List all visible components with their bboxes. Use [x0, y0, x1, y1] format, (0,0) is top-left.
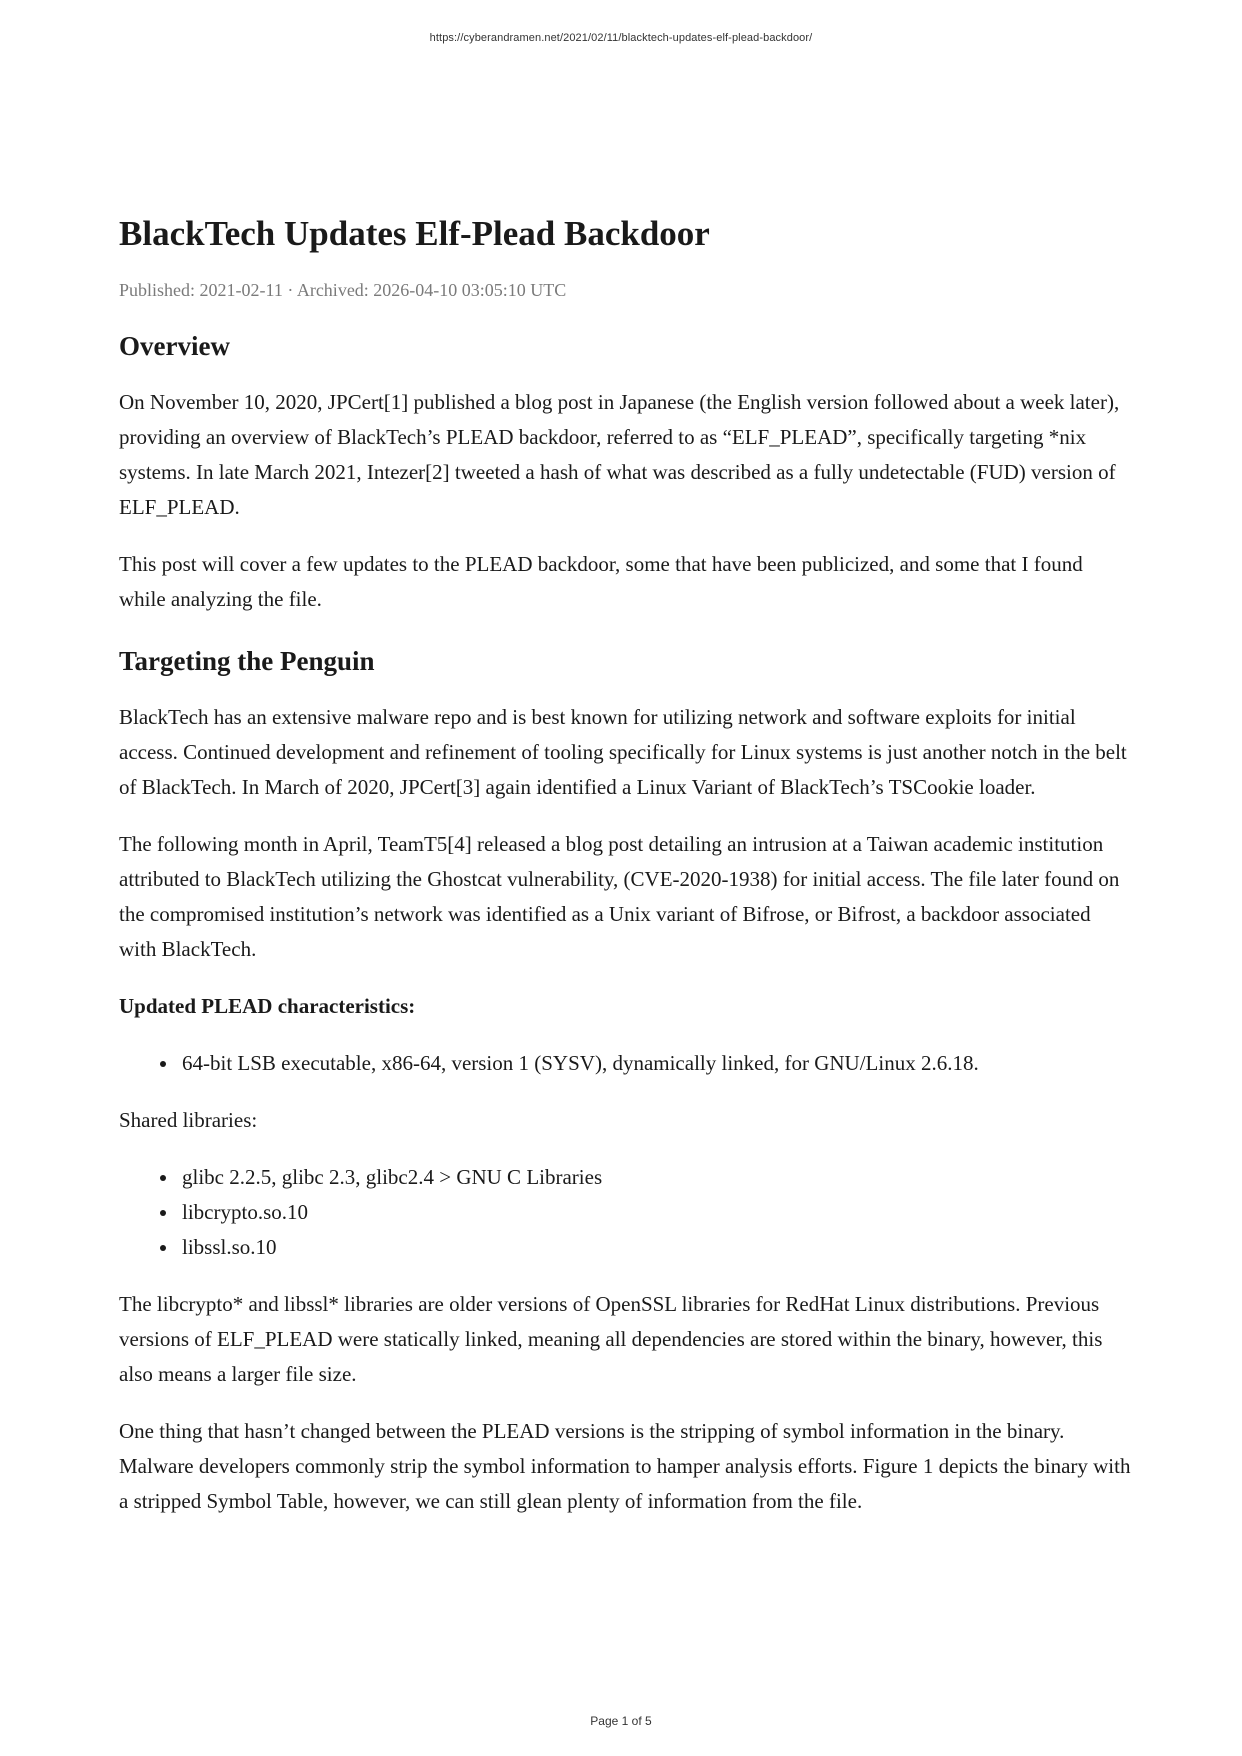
list-item: [119, 1046, 1131, 1081]
bullet-icon: [160, 1175, 166, 1181]
page-number: Page 1 of 5: [590, 1714, 652, 1728]
overview-paragraph-1: On November 10, 2020, JPCert[1] published a blog post in Japanese (the English version followed about a week later), providing an overview of BlackTech’s PLEAD backdoor, referred to as “ELF_PLEAD”, specifically targeting *nix systems. In late March 2021, Intezer[2] tweeted a hash of what was described as a fully undetectable (FUD) version of ELF_PLEAD.: [119, 390, 1120, 519]
article-title: BlackTech Updates Elf-Plead Backdoor: [119, 214, 710, 253]
list-item: [119, 1160, 1131, 1195]
overview-paragraph-2: This post will cover a few updates to the PLEAD backdoor, some that have been publicized, and some that I found while analyzing the file.: [119, 552, 1083, 611]
list-item-text: glibc 2.2.5, glibc 2.3, glibc2.4 > GNU C Libraries: [182, 1165, 603, 1189]
bullet-icon: [160, 1245, 166, 1251]
list-item-text: libssl.so.10: [182, 1235, 277, 1259]
bullet-icon: [160, 1061, 166, 1067]
page-url-header: https://cyberandramen.net/2021/02/11/blacktech-updates-elf-plead-backdoor/: [429, 32, 813, 44]
article-meta: Published: 2021-02-11 · Archived: 2026-04-10 03:05:10 UTC: [119, 280, 567, 300]
list-item: [119, 1230, 1131, 1265]
bullet-icon: [160, 1210, 166, 1216]
characteristics-label: Updated PLEAD characteristics:: [119, 994, 416, 1018]
list-item-text: 64-bit LSB executable, x86-64, version 1 (SYSV), dynamically linked, for GNU/Linux 2.6.18.: [182, 1051, 979, 1075]
shared-libraries-list: [119, 1160, 1131, 1265]
list-item-text: libcrypto.so.10: [182, 1200, 308, 1224]
article: [119, 212, 1131, 1519]
symbols-paragraph: One thing that hasn’t changed between the PLEAD versions is the stripping of symbol information in the binary. Malware developers commonly strip the symbol information to hamper analysis efforts. Figure 1 depicts the binary with a stripped Symbol Table, however, we can still glean plenty of information from the file.: [119, 1419, 1131, 1513]
characteristics-list: [119, 1046, 1131, 1081]
shared-libraries-label: Shared libraries:: [119, 1108, 258, 1132]
section-heading-targeting: Targeting the Penguin: [119, 646, 375, 676]
list-item: [119, 1195, 1131, 1230]
libraries-paragraph: The libcrypto* and libssl* libraries are older versions of OpenSSL libraries for RedHat Linux distributions. Previous versions of ELF_PLEAD were statically linked, meaning all dependencies are stored within the binary, however, this also means a larger file size.: [119, 1292, 1103, 1386]
targeting-paragraph-1: BlackTech has an extensive malware repo and is best known for utilizing network and software exploits for initial access. Continued development and refinement of tooling specifically for Linux systems is just another notch in the belt of BlackTech. In March of 2020, JPCert[3] again identified a Linux Variant of BlackTech’s TSCookie loader.: [119, 705, 1127, 799]
targeting-paragraph-2: The following month in April, TeamT5[4] released a blog post detailing an intrusion at a Taiwan academic institution attributed to BlackTech utilizing the Ghostcat vulnerability, (CVE-2020-1938) for initial access. The file later found on the compromised institution’s network was identified as a Unix variant of Bifrose, or Bifrost, a backdoor associated with BlackTech.: [119, 832, 1120, 961]
section-heading-overview: Overview: [119, 331, 230, 361]
